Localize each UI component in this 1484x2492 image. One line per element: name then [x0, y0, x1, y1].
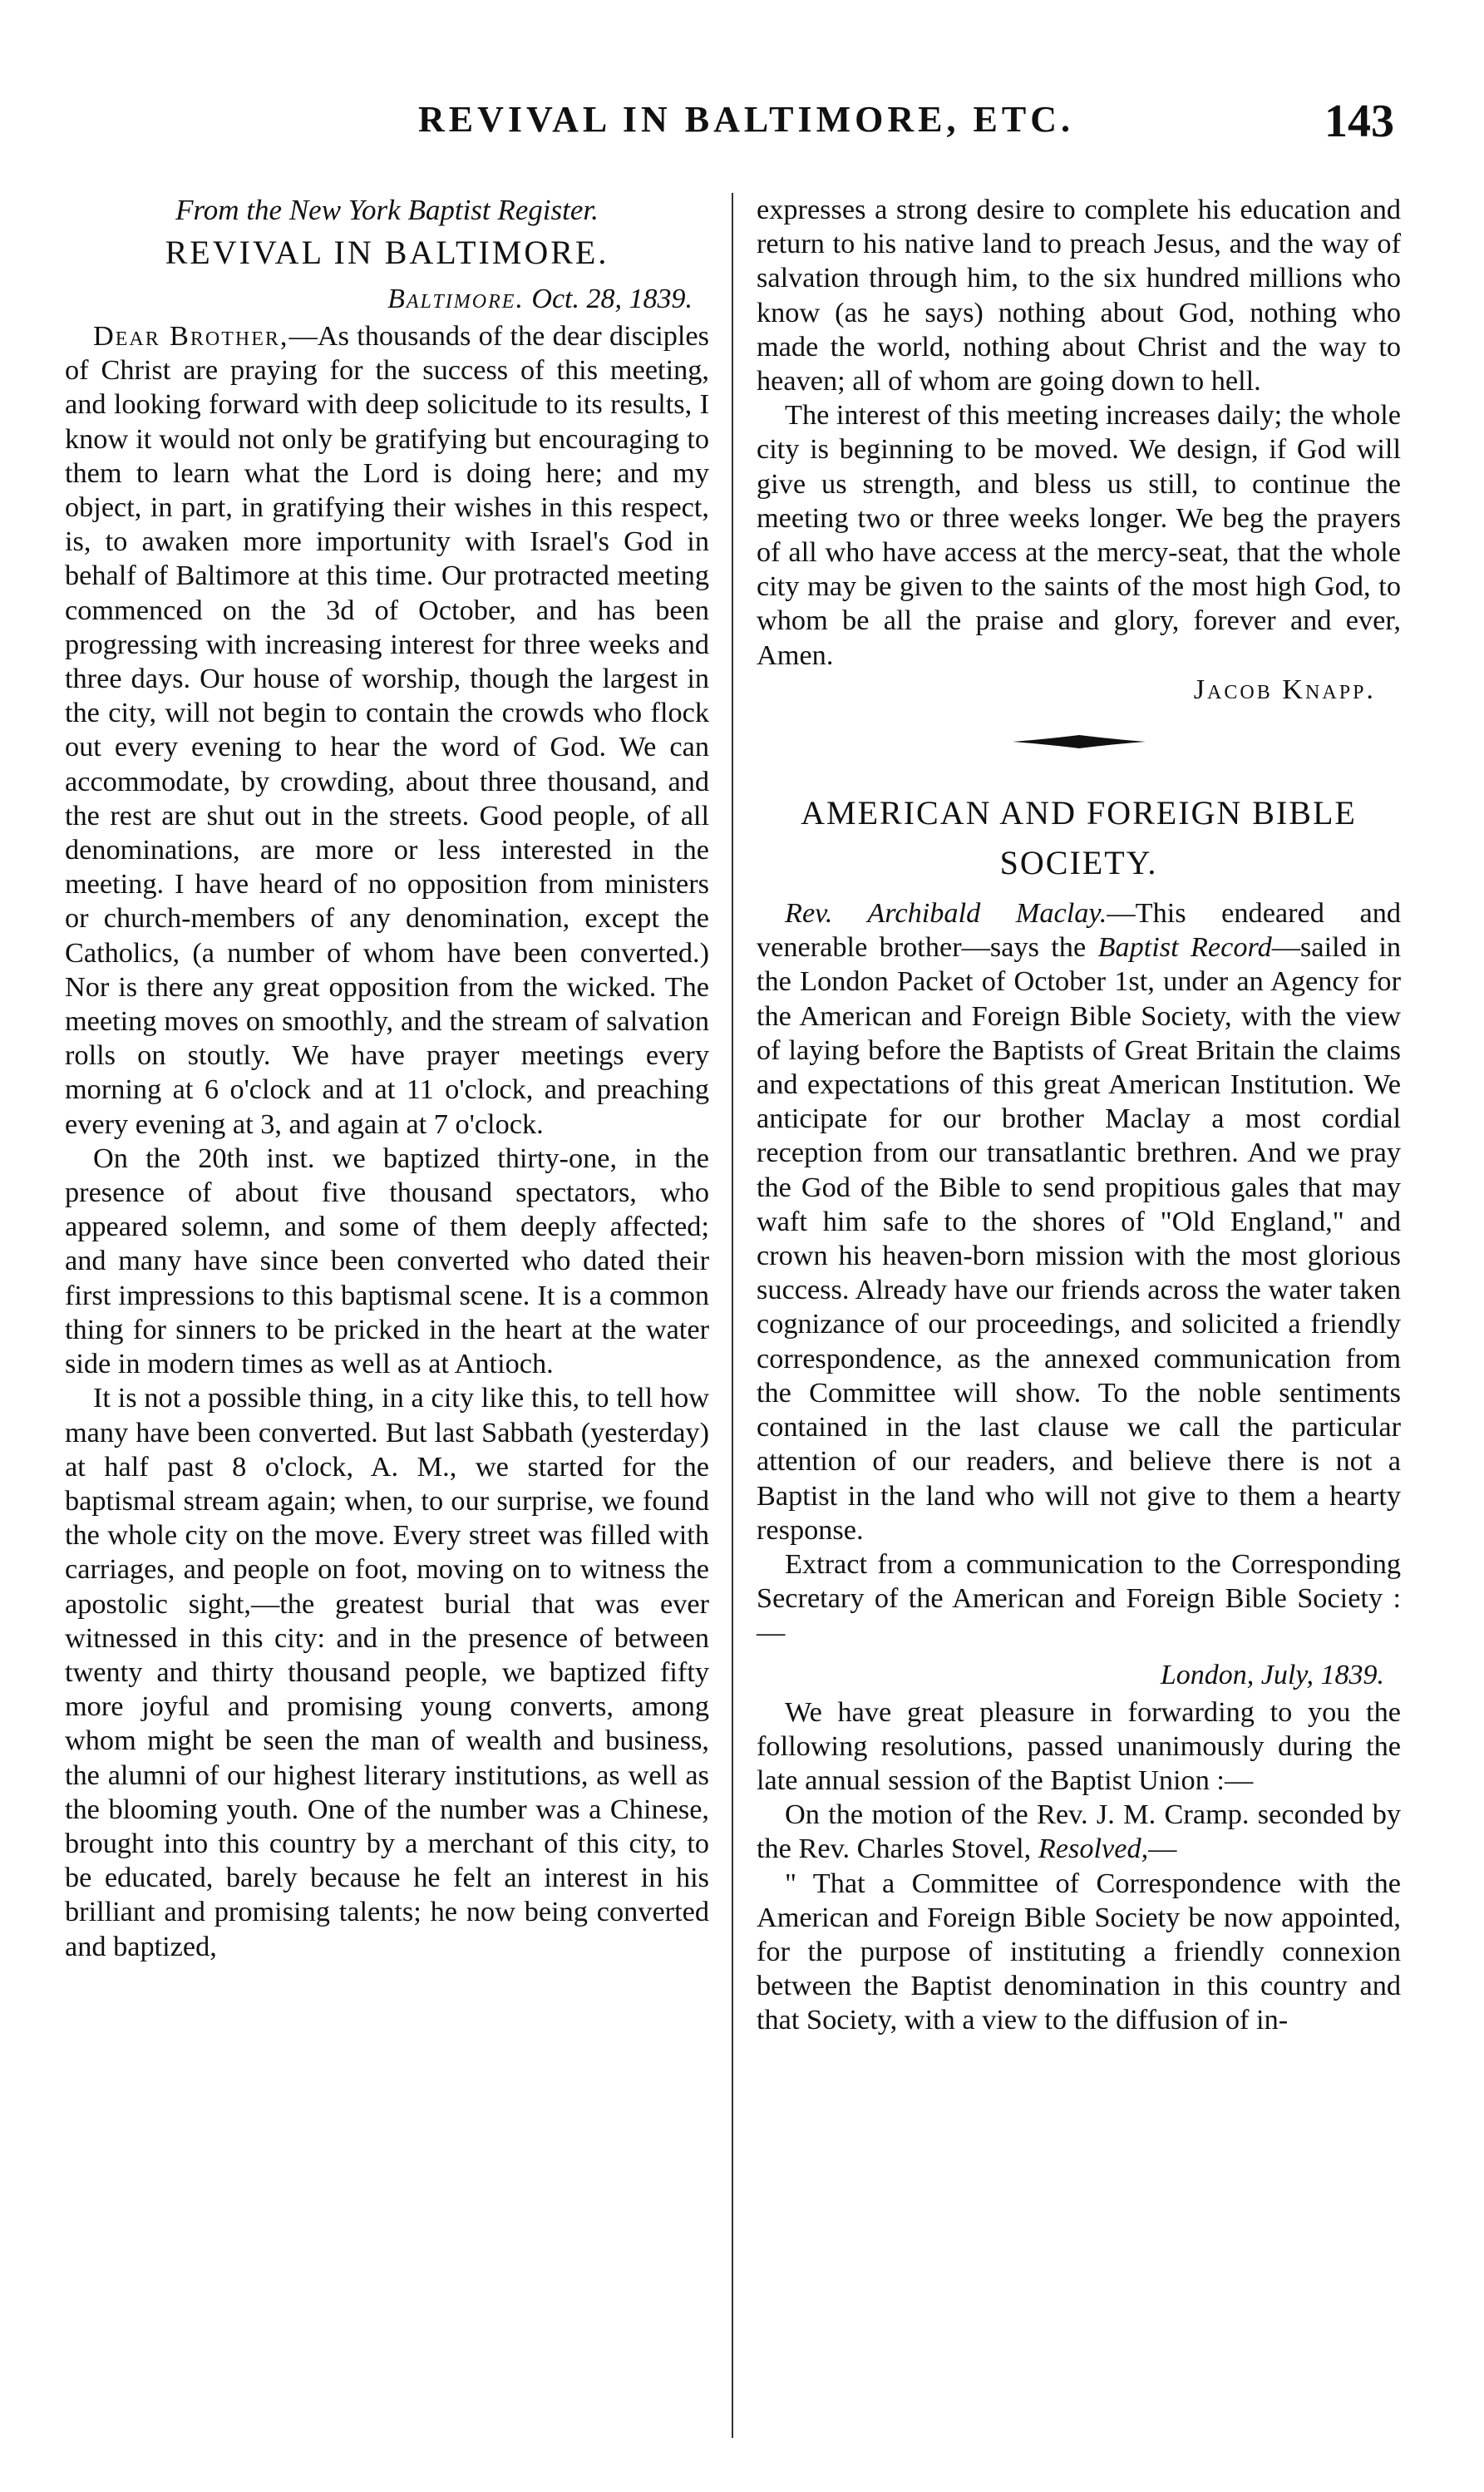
section-title-line-1: AMERICAN AND FOREIGN BIBLE: [801, 794, 1357, 832]
p4-text-b: —: [1148, 1833, 1177, 1865]
bible-society-paragraph-3: We have great pleasure in forwarding to you the following resolutions, passed unanimously during the late annual session of the Baptist Union :—: [757, 1695, 1401, 1796]
bible-society-paragraph-5: " That a Committee of Correspondence with the American and Foreign Bible Society be now appointed, for the purpose of instituting a friendly connexion between the Baptist denomination in this country and that Society, with a view to the diffusion of in-: [757, 1867, 1401, 2036]
baptist-record: Baptist Record: [1097, 931, 1272, 964]
column-divider: [732, 193, 733, 2438]
page-number: 143: [1324, 96, 1394, 147]
bible-society-paragraph-2: Extract from a communication to the Corresponding Secretary of the American and Foreign Bible Society :—: [757, 1547, 1401, 1649]
paragraph-4: expresses a strong desire to complete his education and return to his native land to preach Jesus, and the way of salvation through him, to the six hundred millions who know (as he says) nothing about God, nothing who made the world, nothing about Christ and the way to heaven; all of whom are going down to hell.: [757, 194, 1401, 397]
right-column: [757, 193, 1401, 2038]
london-dateline: London, July, 1839.: [1160, 1659, 1384, 1690]
p1-text-b: —sailed in the London Packet of October 1st, under an Agency for the American and Foreign Bible Society, with the view of laying before the Baptists of Great Britain the claims and expectations of this great American Institution. We anticipate for our brother Maclay a most cordial reception from our transatlantic brethren. And we pray the God of the Bible to send propitious gales that may waft him safe to the shores of "Old England," and crown his heaven-born mission with the most glorious success. Already have our friends across the water taken cognizance of our proceedings, and solicited a friendly correspondence, as the annexed communication from the Committee will show. To the noble sentiments contained in the last clause we call the particular attention of our readers, and believe there is not a Baptist in the land who will not give to them a hearty response.: [757, 931, 1402, 1546]
p1-text-a: —This endeared and venerable brother—says the: [757, 897, 1402, 964]
article-dateline: [65, 281, 709, 318]
dateline-place: Baltimore.: [387, 284, 525, 314]
article-title: REVIVAL IN BALTIMORE.: [165, 234, 609, 271]
paragraph-2: On the 20th inst. we baptized thirty-one, in the presence of about five thousand spectators, who appeared solemn, and some of them deeply affected; and many have since been converted who dated their first impressions to this baptismal scene. It is a common thing for sinners to be pricked in the heart at the water side in modern times as well as at Antioch.: [65, 1142, 709, 1380]
left-column: [65, 193, 709, 1964]
section-title-line-2: SOCIETY.: [999, 844, 1158, 882]
resolved: Resolved,: [1038, 1833, 1149, 1865]
bible-society-paragraph-4: [757, 1798, 1401, 1866]
p4-text-a: On the motion of the Rev. J. M. Cramp. seconded by the Rev. Charles Stovel,: [757, 1799, 1401, 1865]
salutation: Dear Brother,: [93, 320, 289, 352]
running-head: [83, 98, 1409, 156]
paragraph-5: The interest of this meeting increases daily; the whole city is beginning to be moved. We design, if God will give us strength, and bless us still, to continue the meeting two or three weeks longer. We beg the prayers of all who have access at the mercy-seat, that the whole city may be given to the saints of the most high God, to whom be all the praise and glory, forever and ever, Amen.: [757, 399, 1401, 671]
ornament-divider: [757, 728, 1401, 778]
lead-name: Rev. Archibald Maclay.: [785, 897, 1107, 930]
article-source: From the New York Baptist Register.: [175, 194, 599, 226]
dateline-date: Oct. 28, 1839.: [531, 284, 693, 314]
running-title: REVIVAL IN BALTIMORE, ETC.: [418, 99, 1074, 140]
paragraph-1: [65, 319, 709, 1142]
signature: Jacob Knapp.: [1193, 673, 1376, 705]
ornament-dash-icon: [1013, 729, 1146, 754]
bible-society-paragraph-1: [757, 896, 1401, 1547]
paragraph-1-text: —As thousands of the dear disciples of Christ are praying for the success of this meeting, and looking forward with deep solicitude to its results, I know it would not only be gratifying but encouraging to them to learn what the Lord is doing here; and my object, in part, in gratifying their wishes in this respect, is, to awaken more importunity with Israel's God in behalf of Baltimore at this time. Our protracted meeting commenced on the 3d of October, and has been progressing with increasing interest for three weeks and three days. Our house of worship, though the largest in the city, will not begin to contain the crowds who flock out every evening to hear the word of God. We can accommodate, by crowding, about three thousand, and the rest are shut out in the streets. Good people, of all denominations, are more or less interested in the meeting. I have heard of no opposition from ministers or church-members of any denomination, except the Catholics, (a number of whom have been converted.) Nor is there any great opposition from the wicked. The meeting moves on smoothly, and the stream of salvation rolls on stoutly. We have prayer meetings every morning at 6 o'clock and at 11 o'clock, and preaching every evening at 3, and again at 7 o'clock.: [65, 320, 709, 1140]
paragraph-3: It is not a possible thing, in a city like this, to tell how many have been converted. But last Sabbath (yesterday) at half past 8 o'clock, A. M., we started for the baptismal stream again; when, to our surprise, we found the whole city on the move. Every street was filled with carriages, and people on foot, moving on to witness the apostolic sight,—the greatest burial that was ever witnessed in this city: and in the presence of between twenty and thirty thousand people, we baptized fifty more joyful and promising young converts, among whom might be seen the man of wealth and business, the alumni of our highest literary institutions, as well as the blooming youth. One of the number was a Chinese, brought into this country by a merchant of this city, to be educated, barely because he felt an interest in his brilliant and promising talents; he now being converted and baptized,: [65, 1382, 709, 1962]
